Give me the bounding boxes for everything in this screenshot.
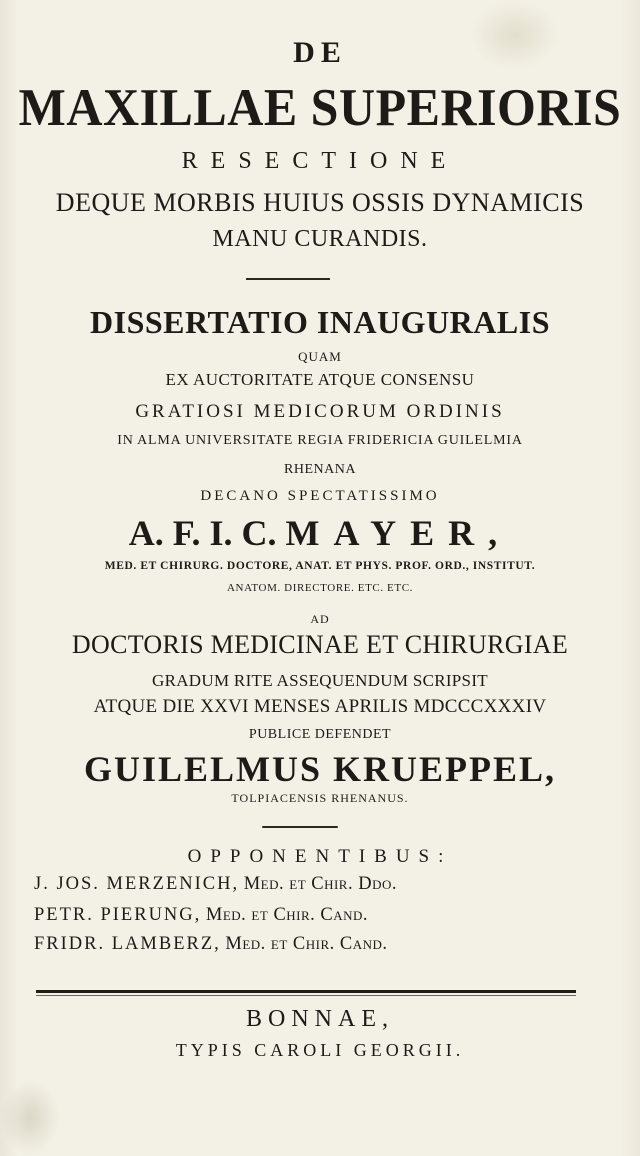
opponent-degree: Med. et Chir. Cand. <box>205 905 369 925</box>
dissertation-decano: DECANO SPECTATISSIMO <box>200 488 440 504</box>
opponent-name: FRIDR. LAMBERZ, <box>34 934 221 954</box>
opponents-heading: OPPONENTIBUS: <box>187 846 453 867</box>
dean-titles-1: MED. ET CHIRURG. DOCTORE, ANAT. ET PHYS. PROF. ORD., INSTITUT. <box>104 560 536 572</box>
author-name: GUILELMUS KRUEPPEL, <box>83 749 557 789</box>
dean-name <box>0 512 640 554</box>
divider-long <box>36 990 576 993</box>
degree-date: ATQUE DIE XXVI MENSES APRILIS MDCCCXXXIV <box>93 696 547 717</box>
degree-ad: AD <box>310 612 330 626</box>
opponent-name: PETR. PIERUNG, <box>34 905 202 925</box>
opponent-degree: Med. et Chir. Cand. <box>225 934 388 954</box>
opponent-item <box>34 874 397 895</box>
divider-long-thin <box>36 995 576 996</box>
author-origin: TOLPIACENSIS RHENANUS. <box>231 791 409 805</box>
dissertation-ex: EX AUCTORITATE ATQUE CONSENSU <box>165 370 475 389</box>
degree-gradum: GRADUM RITE ASSEQUENDUM SCRIPSIT <box>152 671 488 690</box>
subtitle-line-2: MANU CURANDIS. <box>212 226 428 252</box>
opponent-item <box>34 934 388 955</box>
imprint-printer: TYPIS CAROLI GEORGII. <box>175 1040 465 1060</box>
degree-doctoris: DOCTORIS MEDICINAE ET CHIRURGIAE <box>71 630 569 659</box>
divider-ornament <box>262 826 338 828</box>
imprint-place: BONNAE, <box>246 1006 394 1032</box>
opponent-name: J. JOS. MERZENICH, <box>34 874 240 894</box>
opponent-item <box>34 905 368 926</box>
paper-stain <box>0 1080 60 1156</box>
opponent-degree: Med. et Chir. Ddo. <box>243 874 397 894</box>
dean-surname: MAYER, <box>285 513 512 553</box>
title-resectione: RESECTIONE <box>181 148 459 174</box>
dissertation-university: IN ALMA UNIVERSITATE REGIA FRIDERICIA GUILELMIA <box>117 433 523 448</box>
dissertation-gratiosi: GRATIOSI MEDICORUM ORDINIS <box>135 401 505 422</box>
divider-short <box>246 278 330 280</box>
dissertation-heading: DISSERTATIO INAUGURALIS <box>90 304 550 340</box>
degree-publice: PUBLICE DEFENDET <box>248 727 392 742</box>
main-title: MAXILLAE SUPERIORIS <box>18 77 622 137</box>
dissertation-rhenana: RHENANA <box>284 462 356 477</box>
dean-initials: A. F. I. C. <box>128 513 277 553</box>
title-prefix: DE <box>293 36 347 69</box>
dean-titles-2: ANATOM. DIRECTORE. ETC. ETC. <box>227 582 413 594</box>
dissertation-quam: QUAM <box>298 349 342 364</box>
subtitle-line-1: DEQUE MORBIS HUIUS OSSIS DYNAMICIS <box>55 188 585 217</box>
